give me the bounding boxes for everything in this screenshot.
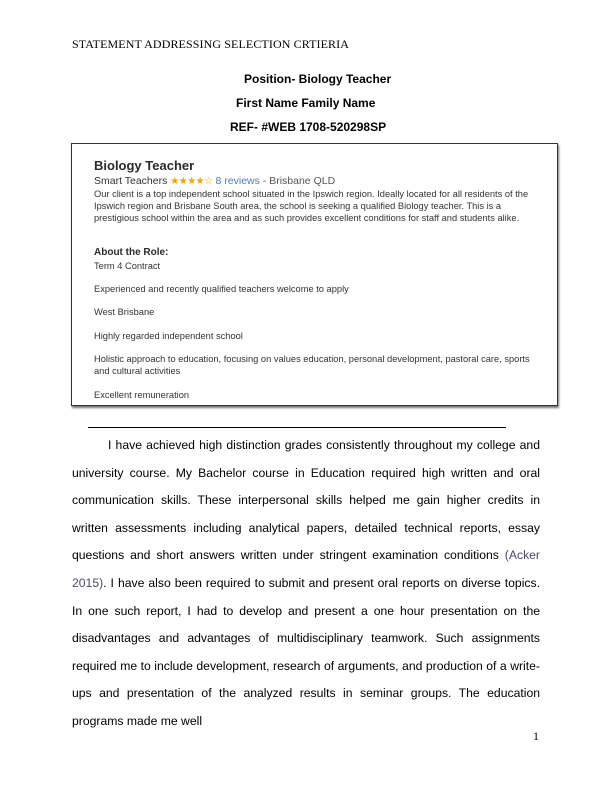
job-ad-description: Our client is a top independent school situated in the Ipswich region. Ideally located for all residents of the Ipswich region and Brisbane South area, the school is seeking a qualified Biology teacher. This is a prestigious school within the area and as such provides excellent conditions for staff and students alike. xyxy=(94,189,529,223)
job-ad-title: Biology Teacher xyxy=(94,158,195,173)
reference-number: REF- #WEB 1708-520298SP xyxy=(230,120,387,134)
role-point: Holistic approach to education, focusing on values education, personal development, pastoral care, sports and cultural activities xyxy=(94,354,530,376)
about-role-heading: About the Role: xyxy=(94,247,169,258)
paragraph-text: I have achieved high distinction grades consistently throughout my college and university course. My Bachelor course in Education required high written and oral communication skills. These interpersonal skills helped me gain higher credits in written assessments including analytical papers, detailed technical reports, essay questions and short answers written under stringent examination conditions xyxy=(72,438,540,563)
role-point: Highly regarded independent school xyxy=(94,331,243,341)
citation: (Acker 2015) xyxy=(72,548,540,590)
body-paragraph xyxy=(72,432,540,736)
job-ad-company-line xyxy=(94,175,335,187)
job-ad-screenshot xyxy=(71,143,558,406)
applicant-name: First Name Family Name xyxy=(236,96,376,110)
reviews-link[interactable]: 8 reviews xyxy=(215,175,260,187)
rating-stars-icon: ★★★★☆ xyxy=(170,176,213,187)
role-point: Experienced and recently qualified teachers welcome to apply xyxy=(94,284,349,294)
role-point: West Brisbane xyxy=(94,307,155,317)
company-name: Smart Teachers xyxy=(94,175,168,187)
job-location: - Brisbane QLD xyxy=(262,175,336,187)
page-number: 1 xyxy=(533,729,539,743)
horizontal-divider xyxy=(88,427,506,428)
paragraph-text-continued: . I have also been required to submit and present oral reports on diverse topics. In one such report, I had to develop and present a one hour presentation on the disadvantages and advantages of multidisciplinary teamwork. Such assignments required me to include development, research of arguments, and production of a write-ups and presentation of the analyzed results in seminar groups. The education programs made me well xyxy=(72,575,540,728)
running-head: STATEMENT ADDRESSING SELECTION CRTIERIA xyxy=(72,37,349,51)
position-title: Position- Biology Teacher xyxy=(244,72,392,86)
role-point: Term 4 Contract xyxy=(94,261,161,271)
role-point: Excellent remuneration xyxy=(94,390,190,400)
